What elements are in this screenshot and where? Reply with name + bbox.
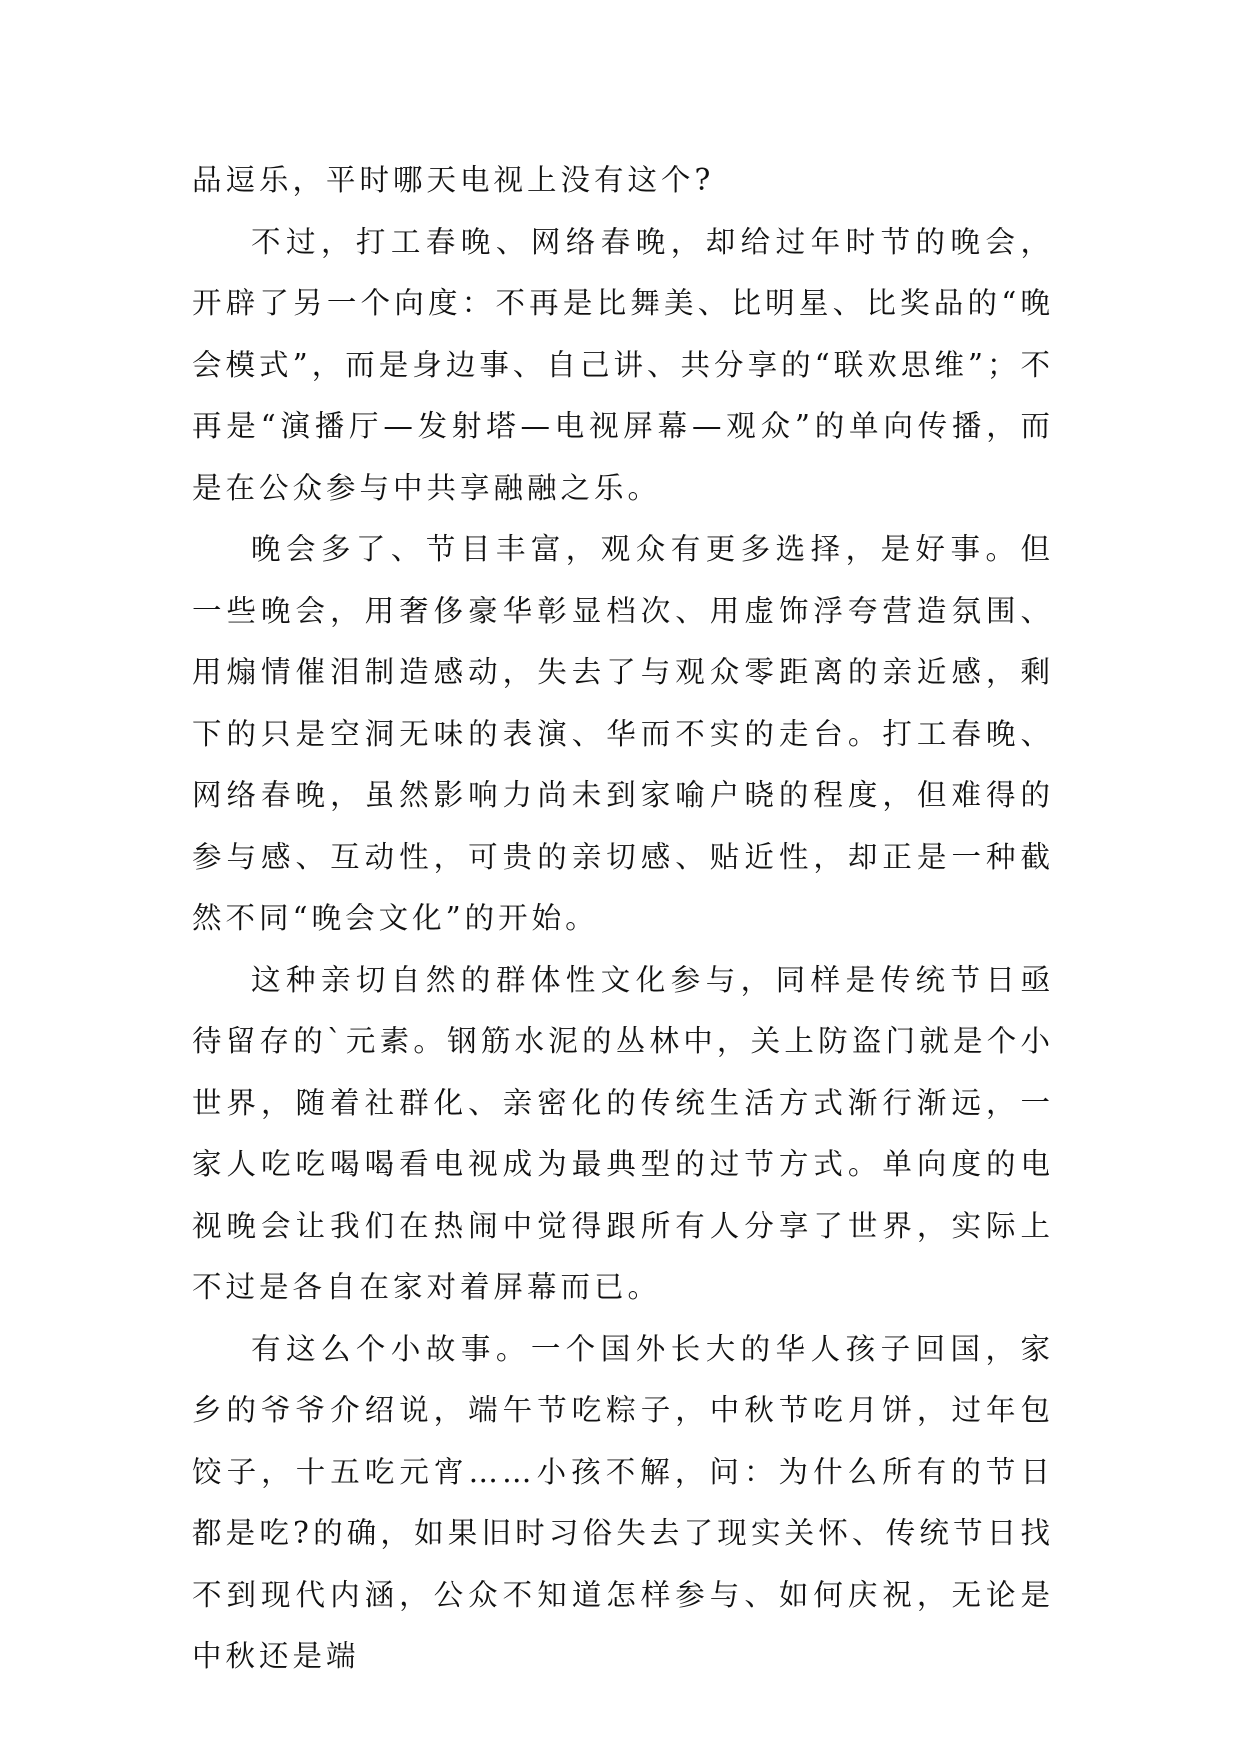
paragraph: 不过，打工春晚、网络春晚，却给过年时节的晚会，开辟了另一个向度：不再是比舞美、比明星、比奖品的“晚会模式”，而是身边事、自己讲、共分享的“联欢思维”；不再是“演播厅—发射塔—电视屏幕—观众”的单向传播，而是在公众参与中共享融融之乐。 (192, 224, 1054, 505)
paragraph: 这种亲切自然的群体性文化参与，同样是传统节日亟待留存的`元素。钢筋水泥的丛林中，关上防盗门就是个小世界，随着社群化、亲密化的传统生活方式渐行渐远，一家人吃吃喝喝看电视成为最典型的过节方式。单向度的电视晚会让我们在热闹中觉得跟所有人分享了世界，实际上不过是各自在家对着屏幕而已。 (192, 962, 1054, 1304)
paragraph: 有这么个小故事。一个国外长大的华人孩子回国，家乡的爷爷介绍说，端午节吃粽子，中秋节吃月饼，过年包饺子，十五吃元宵……小孩不解，问：为什么所有的节日都是吃?的确，如果旧时习俗失去了现实关怀、传统节日找不到现代内涵，公众不知道怎样参与、如何庆祝，无论是中秋还是端 (192, 1331, 1054, 1673)
paragraph: 晚会多了、节目丰富，观众有更多选择，是好事。但一些晚会，用奢侈豪华彰显档次、用虚饰浮夸营造氛围、用煽情催泪制造感动，失去了与观众零距离的亲近感，剩下的只是空洞无味的表演、华而不实的走台。打工春晚、网络春晚，虽然影响力尚未到家喻户晓的程度，但难得的参与感、互动性，可贵的亲切感、贴近性，却正是一种截然不同“晚会文化”的开始。 (192, 532, 1054, 935)
paragraph-continuation: 品逗乐，平时哪天电视上没有这个? (192, 163, 715, 197)
article-body (192, 150, 1054, 1688)
